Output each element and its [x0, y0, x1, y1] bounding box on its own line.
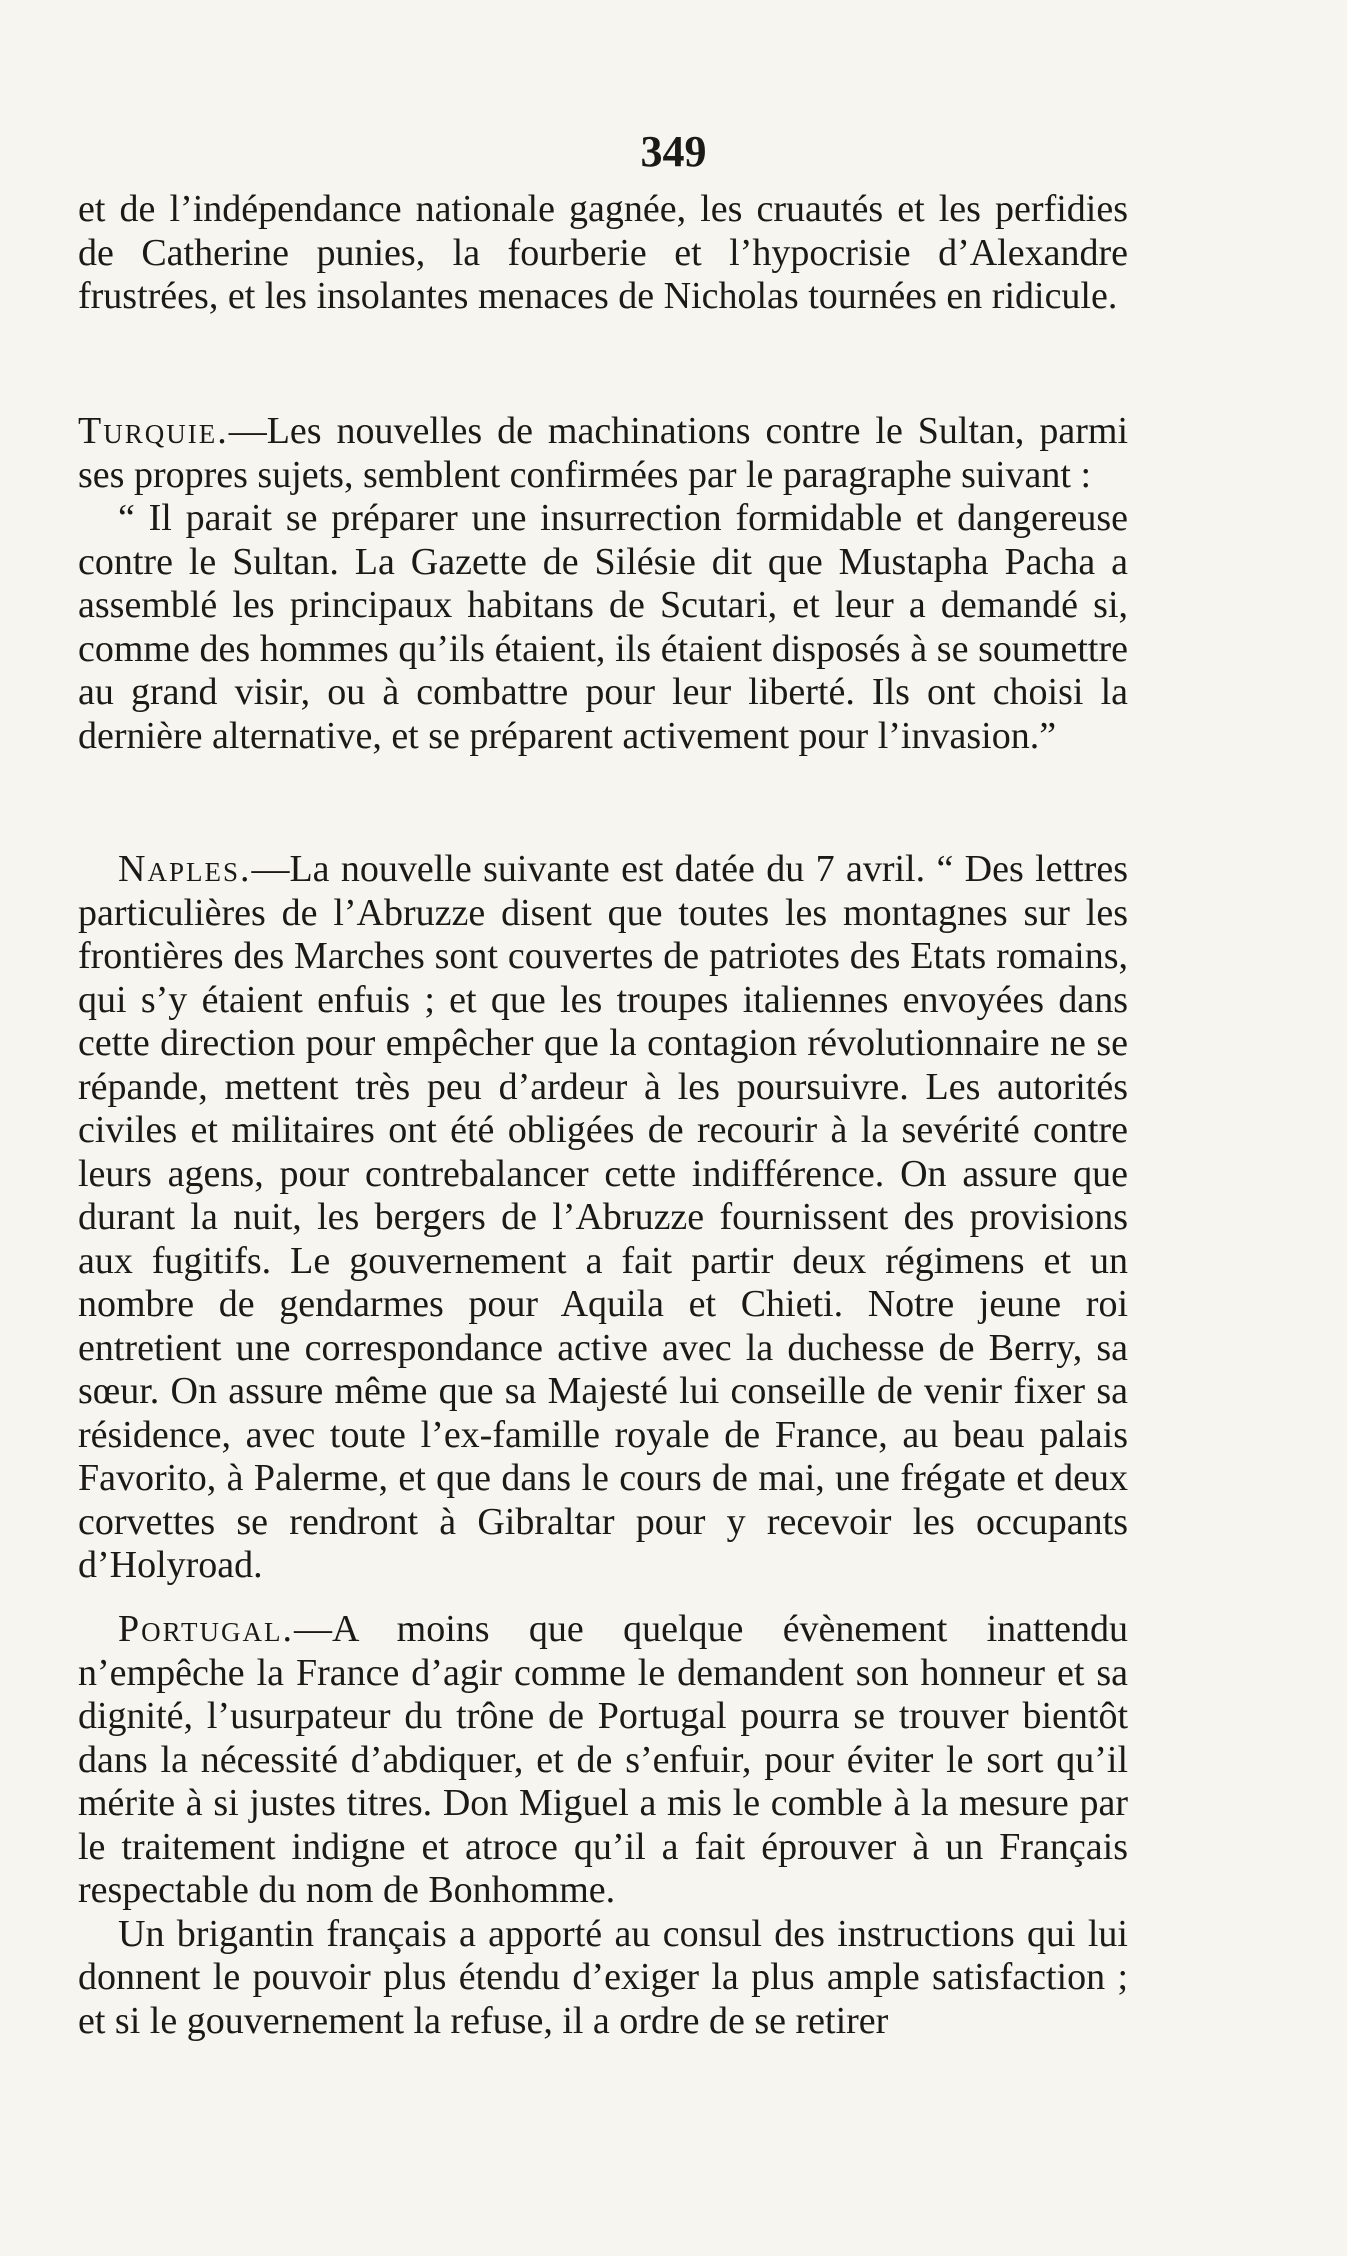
section-heading: Portugal.	[118, 1608, 295, 1650]
section-heading: Naples.	[118, 848, 252, 890]
paragraph	[78, 410, 1128, 497]
paragraph	[78, 1608, 1128, 1913]
section-turquie	[78, 410, 1128, 758]
section-naples	[78, 848, 1128, 1588]
quotation: “ Il parait se préparer une insurrection formidable et dangereuse contre le Sultan. La Gazette de Silésie dit que Mustapha Pacha a assemblé les principaux habitans de Scutari, et leur a demandé si, comme des hommes qu’ils étaient, ils étaient disposés à se soumettre au grand visir, ou à combattre pour leur liberté. Ils ont choisi la dernière alternative, et se préparent activement pour l’invasion.”	[78, 497, 1128, 757]
page-number: 349	[640, 127, 707, 176]
paragraph-text: et de l’indépendance nationale gagnée, les cruautés et les perfidies de Catherine punies, la fourberie et l’hypocrisie d’Alexandre frustrées, et les insolantes menaces de Nicholas tournées en ridicule.	[78, 188, 1128, 317]
paragraph-text: —A moins que quelque évènement inattendu n’empêche la France d’agir comme le demandent son honneur et sa dignité, l’usurpateur du trône de Portugal pourra se trouver bientôt dans la nécessité d’abdiquer, et de s’enfuir, pour éviter le sort qu’il mérite à si justes titres. Don Miguel a mis le comble à la mesure par le traitement indigne et atroce qu’il a fait éprouver à un Français respectable du nom de Bonhomme.	[78, 1608, 1128, 1911]
paragraph-text: —La nouvelle suivante est datée du 7 avril. “ Des lettres particulières de l’Abruzze disent que toutes les montagnes sur les frontières des Marches sont couvertes de patriotes des Etats romains, qui s’y étaient enfuis ; et que les troupes italiennes envoyées dans cette direction pour empêcher que la contagion révolutionnaire ne se répande, mettent très peu d’ardeur à les poursuivre. Les autorités civiles et militaires ont été obligées de recourir à la sevérité contre leurs agens, pour contrebalancer cette indifférence. On assure que durant la nuit, les bergers de l’Abruzze fournissent des provisions aux fugitifs. Le gouvernement a fait partir deux régimens et un nombre de gendarmes pour Aquila et Chieti. Notre jeune roi entretient une correspondance active avec la duchesse de Berry, sa sœur. On assure même que sa Majesté lui conseille de venir fixer sa résidence, avec toute l’ex-famille royale de France, au beau palais Favorito, à Palerme, et que dans le cours de mai, une frégate et deux corvettes se rendront à Gibraltar pour y recevoir les occupants d’Holyroad.	[78, 848, 1128, 1586]
paragraph-text: Un brigantin français a apporté au consul des instructions qui lui donnent le pouvoir plus étendu d’exiger la plus ample satisfaction ; et si le gouvernement la refuse, il a ordre de se retirer	[78, 1912, 1128, 2042]
section-heading: Turquie.	[78, 410, 229, 452]
section-portugal	[78, 1608, 1128, 2043]
paragraph-intro	[78, 188, 1128, 319]
paragraph	[78, 848, 1128, 1588]
paragraph-text: —Les nouvelles de machinations contre le Sultan, parmi ses propres sujets, semblent confirmées par le paragraphe suivant :	[78, 410, 1128, 496]
